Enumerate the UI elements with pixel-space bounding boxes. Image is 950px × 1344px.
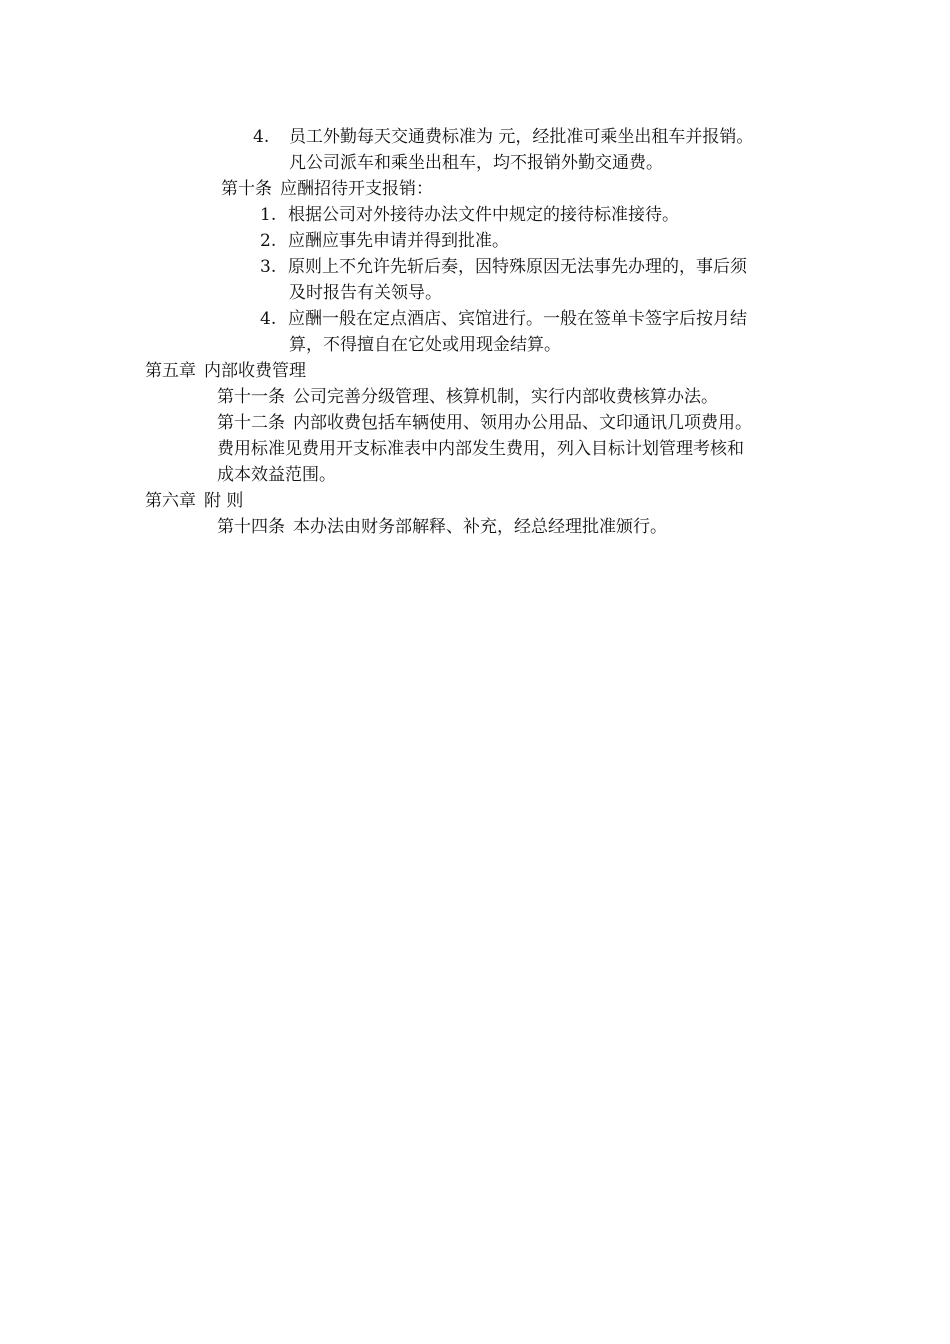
- list-number: 2.: [260, 231, 277, 251]
- article-label: 第十条: [221, 179, 272, 199]
- list-item: [260, 254, 747, 280]
- chapter-label: 第六章: [145, 491, 196, 511]
- list-item-text: 应酬一般在定点酒店、宾馆进行。一般在签单卡签字后按月结: [288, 309, 747, 329]
- chapter-label: 第五章: [145, 361, 196, 381]
- chapter-title: 附 则: [204, 491, 244, 511]
- list-item-text: 及时报告有关领导。: [289, 283, 442, 303]
- list-item-text: 算，不得擅自在它处或用现金结算。: [289, 335, 561, 355]
- article-12-continuation: [217, 462, 336, 488]
- list-number: 4.: [260, 309, 277, 329]
- list-item-text: 根据公司对外接待办法文件中规定的接待标准接待。: [288, 205, 679, 225]
- list-number: 1.: [260, 205, 277, 225]
- list-item-text: 应酬应事先申请并得到批准。: [288, 231, 509, 251]
- article-12: [217, 410, 752, 436]
- article-11: [217, 384, 718, 410]
- list-item-continuation: [289, 332, 561, 358]
- list-item-continuation: [289, 280, 442, 306]
- list-item: [260, 228, 509, 254]
- chapter-6-heading: [145, 488, 243, 514]
- list-item: [260, 202, 679, 228]
- list-item: [260, 306, 747, 332]
- article-title: 应酬招待开支报销：: [280, 179, 433, 199]
- transport-item-4-continuation: [289, 150, 663, 176]
- article-10-heading: [221, 176, 433, 202]
- transport-item-4: [253, 124, 753, 150]
- list-item-text: 员工外勤每天交通费标准为 元，经批准可乘坐出租车并报销。: [289, 127, 754, 147]
- article-label: 第十一条: [217, 387, 285, 407]
- list-number: 4.: [253, 127, 270, 147]
- chapter-title: 内部收费管理: [204, 361, 306, 381]
- article-text: 公司完善分级管理、核算机制，实行内部收费核算办法。: [293, 387, 718, 407]
- list-item-text: 原则上不允许先斩后奏，因特殊原因无法事先办理的，事后须: [288, 257, 747, 277]
- article-14: [217, 514, 667, 540]
- list-number: 3.: [260, 257, 277, 277]
- article-text: 本办法由财务部解释、补充，经总经理批准颁行。: [293, 517, 667, 537]
- article-text: 费用标准见费用开支标准表中内部发生费用，列入目标计划管理考核和: [217, 439, 744, 459]
- article-text: 内部收费包括车辆使用、领用办公用品、文印通讯几项费用。: [293, 413, 752, 433]
- list-item-text: 凡公司派车和乘坐出租车，均不报销外勤交通费。: [289, 153, 663, 173]
- article-text: 成本效益范围。: [217, 465, 336, 485]
- article-label: 第十二条: [217, 413, 285, 433]
- chapter-5-heading: [145, 358, 306, 384]
- article-label: 第十四条: [217, 517, 285, 537]
- article-12-continuation: [217, 436, 744, 462]
